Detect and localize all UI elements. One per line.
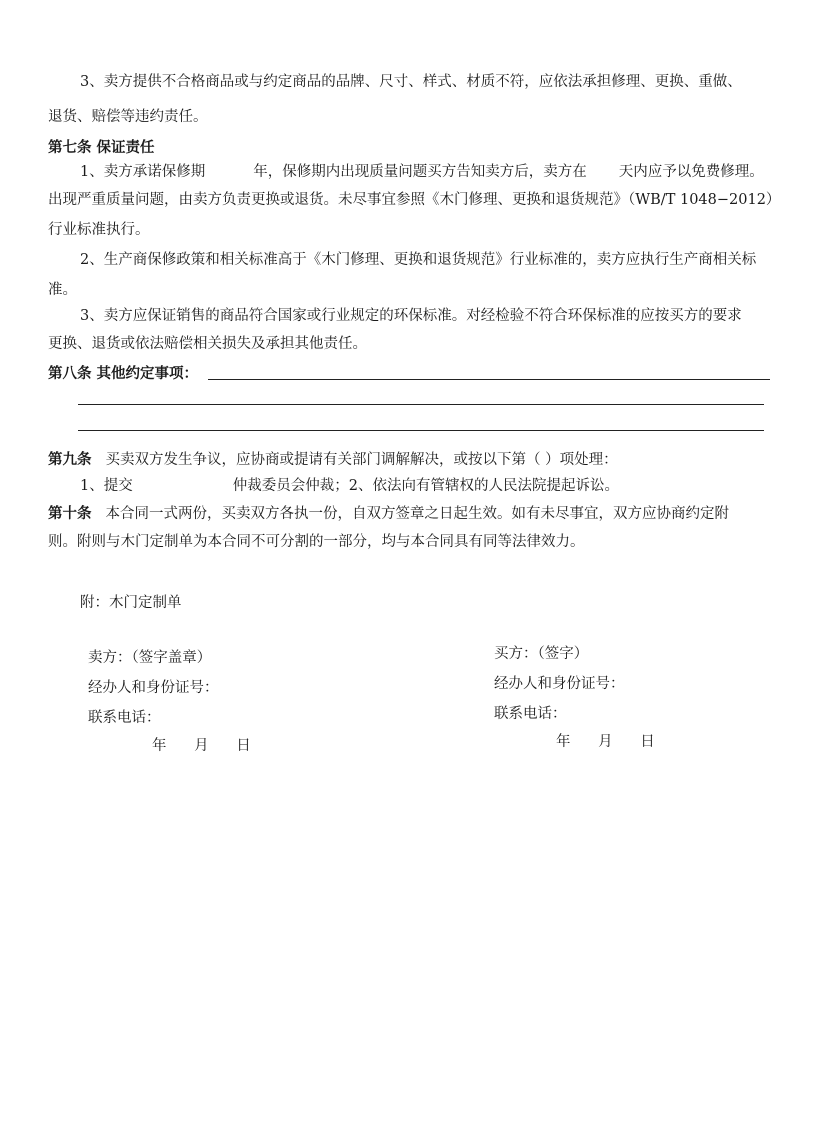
clause7-item2-line1: 2、生产商保修政策和相关标准高于《木门修理、更换和退货规范》行业标准的，卖方应执行生产商相关标 [80,252,757,268]
clause7-item1-part-a: 1、卖方承诺保修期 [80,164,206,180]
clause7-item3-line2: 更换、退货或依法赔偿相关损失及承担其他责任。 [48,336,367,352]
clause7-item1-part-b: 年，保修期内出现质量问题买方告知卖方后，卖方在 [253,164,587,180]
clause6-item3-line2: 退货、赔偿等违约责任。 [48,109,208,125]
clause7-item3-line1: 3、卖方应保证销售的商品符合国家或行业规定的环保标准。对经检验不符合环保标准的应按买方的要求 [80,308,742,324]
clause7-item1-line3: 行业标准执行。 [48,222,150,238]
clause9-options [80,476,619,496]
seller-agent-id: 经办人和身份证号： [88,680,219,696]
clause7-item1-line1 [80,162,764,182]
clause10-line2: 则。附则与木门定制单为本合同不可分割的一部分，均与本合同具有同等法律效力。 [48,534,585,550]
clause7-item1-part-c: 天内应予以免费修理。 [618,164,764,180]
seller-label: 卖方：（签字盖章） [88,650,212,666]
clause8-heading: 第八条 其他约定事项： [48,365,199,382]
clause9-option1-a: 1、提交 [80,478,133,494]
clause8-blank-line-1 [208,379,770,380]
clause7-heading: 第七条 保证责任 [48,139,155,156]
buyer-agent-id: 经办人和身份证号： [494,676,625,692]
buyer-label: 买方：（签字） [494,646,589,662]
clause8-blank-line-3 [78,430,764,431]
clause9-heading: 第九条 [48,451,92,468]
clause9-text: 买卖双方发生争议，应协商或提请有关部门调解解决，或按以下第（ ）项处理： [105,452,618,468]
seller-phone: 联系电话： [88,710,161,726]
clause7-item2-line2: 准。 [48,282,77,298]
clause9-line [48,450,618,470]
seller-date: 年 月 日 [152,738,251,754]
clause8-blank-line-2 [78,404,764,405]
clause7-item1-line2: 出现严重质量问题，由卖方负责更换或退货。未尽事宜参照《木门修理、更换和退货规范》（WB/T 1048−2012） [48,192,781,208]
clause9-option1-b: 仲裁委员会仲裁；2、依法向有管辖权的人民法院提起诉讼。 [232,478,619,494]
attachment-note: 附：木门定制单 [80,595,182,611]
clause10-line1 [48,504,729,524]
clause6-item3-line1: 3、卖方提供不合格商品或与约定商品的品牌、尺寸、样式、材质不符，应依法承担修理、更换、重做、 [80,74,742,90]
clause10-heading: 第十条 [48,505,92,522]
clause10-text-line1: 本合同一式两份，买卖双方各执一份，自双方签章之日起生效。如有未尽事宜，双方应协商约定附 [105,506,729,522]
buyer-date: 年 月 日 [556,734,655,750]
buyer-phone: 联系电话： [494,706,567,722]
